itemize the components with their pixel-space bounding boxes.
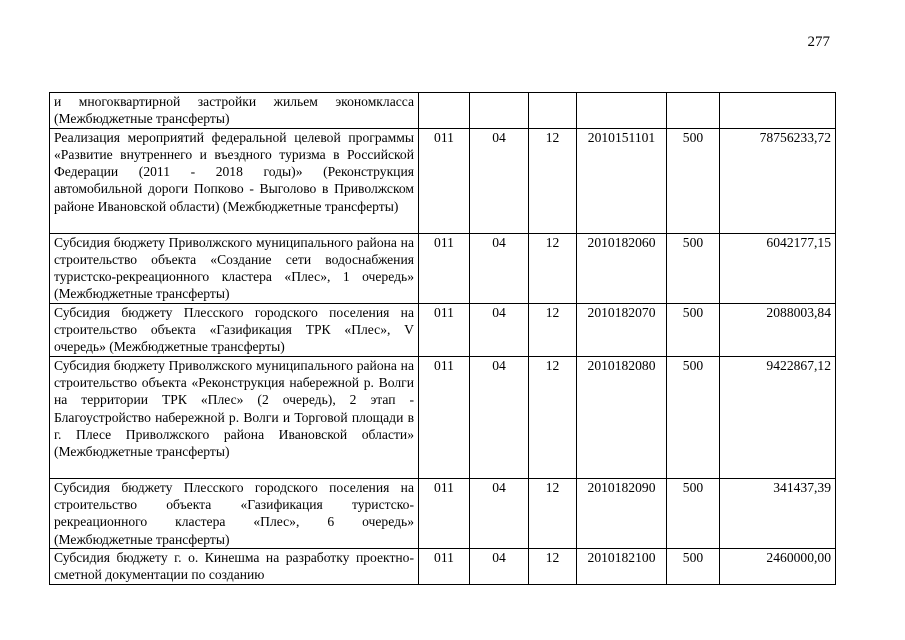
subsection-code: 12 — [529, 356, 577, 478]
amount: 2460000,00 — [720, 548, 836, 584]
section-code: 04 — [470, 356, 529, 478]
ministry-code: 011 — [419, 303, 470, 356]
subsection-code: 12 — [529, 303, 577, 356]
table-row — [50, 356, 836, 478]
page-number: 277 — [807, 34, 830, 50]
table-row — [50, 478, 836, 548]
expense-type-code: 500 — [667, 356, 720, 478]
subsection-code: 12 — [529, 128, 577, 233]
subsection-code: 12 — [529, 548, 577, 584]
expense-type-code: 500 — [667, 303, 720, 356]
table-row — [50, 233, 836, 303]
amount: 9422867,12 — [720, 356, 836, 478]
target-article-code: 2010182070 — [577, 303, 667, 356]
target-article-code: 2010182060 — [577, 233, 667, 303]
row-description: Субсидия бюджету г. о. Кинешма на разработку проектно-сметной документации по созданию — [50, 548, 419, 584]
target-article-code: 2010182080 — [577, 356, 667, 478]
expense-type-code: 500 — [667, 548, 720, 584]
subsection-code: 12 — [529, 233, 577, 303]
amount: 78756233,72 — [720, 128, 836, 233]
section-code — [470, 93, 529, 129]
ministry-code: 011 — [419, 233, 470, 303]
amount: 2088003,84 — [720, 303, 836, 356]
amount — [720, 93, 836, 129]
ministry-code — [419, 93, 470, 129]
table-row — [50, 548, 836, 584]
target-article-code: 2010182090 — [577, 478, 667, 548]
section-code: 04 — [470, 548, 529, 584]
subsection-code: 12 — [529, 478, 577, 548]
row-description: Реализация мероприятий федеральной целевой программы «Развитие внутреннего и въездного туризма в Российской Федерации (2011 - 2018 годы)» (Реконструкция автомобильной дороги Попково - Выголово в Приволжском районе Ивановской области) (Межбюджетные трансферты) — [50, 128, 419, 233]
expense-type-code — [667, 93, 720, 129]
expense-type-code: 500 — [667, 233, 720, 303]
expense-type-code: 500 — [667, 128, 720, 233]
ministry-code: 011 — [419, 478, 470, 548]
amount: 341437,39 — [720, 478, 836, 548]
subsection-code — [529, 93, 577, 129]
section-code: 04 — [470, 233, 529, 303]
table-row — [50, 128, 836, 233]
target-article-code: 2010182100 — [577, 548, 667, 584]
target-article-code: 2010151101 — [577, 128, 667, 233]
ministry-code: 011 — [419, 548, 470, 584]
row-description: и многоквартирной застройки жильем экономкласса (Межбюджетные трансферты) — [50, 93, 419, 129]
ministry-code: 011 — [419, 128, 470, 233]
section-code: 04 — [470, 128, 529, 233]
budget-table — [49, 92, 836, 585]
table-row — [50, 303, 836, 356]
row-description: Субсидия бюджету Приволжского муниципального района на строительство объекта «Реконструкция набережной р. Волги на территории ТРК «Плес» (2 очередь), 2 этап - Благоустройство набережной р. Волги и Торговой площади в г. Плесе Приволжского района Ивановской области» (Межбюджетные трансферты) — [50, 356, 419, 478]
row-description: Субсидия бюджету Плесского городского поселения на строительство объекта «Газификация ТРК «Плес», V очередь» (Межбюджетные трансферты) — [50, 303, 419, 356]
section-code: 04 — [470, 303, 529, 356]
ministry-code: 011 — [419, 356, 470, 478]
expense-type-code: 500 — [667, 478, 720, 548]
section-code: 04 — [470, 478, 529, 548]
amount: 6042177,15 — [720, 233, 836, 303]
table-row — [50, 93, 836, 129]
row-description: Субсидия бюджету Приволжского муниципального района на строительство объекта «Создание сети водоснабжения туристско-рекреационного кластера «Плес», 1 очередь» (Межбюджетные трансферты) — [50, 233, 419, 303]
row-description: Субсидия бюджету Плесского городского поселения на строительство объекта «Газификация туристско-рекреационного кластера «Плес», 6 очередь» (Межбюджетные трансферты) — [50, 478, 419, 548]
target-article-code — [577, 93, 667, 129]
